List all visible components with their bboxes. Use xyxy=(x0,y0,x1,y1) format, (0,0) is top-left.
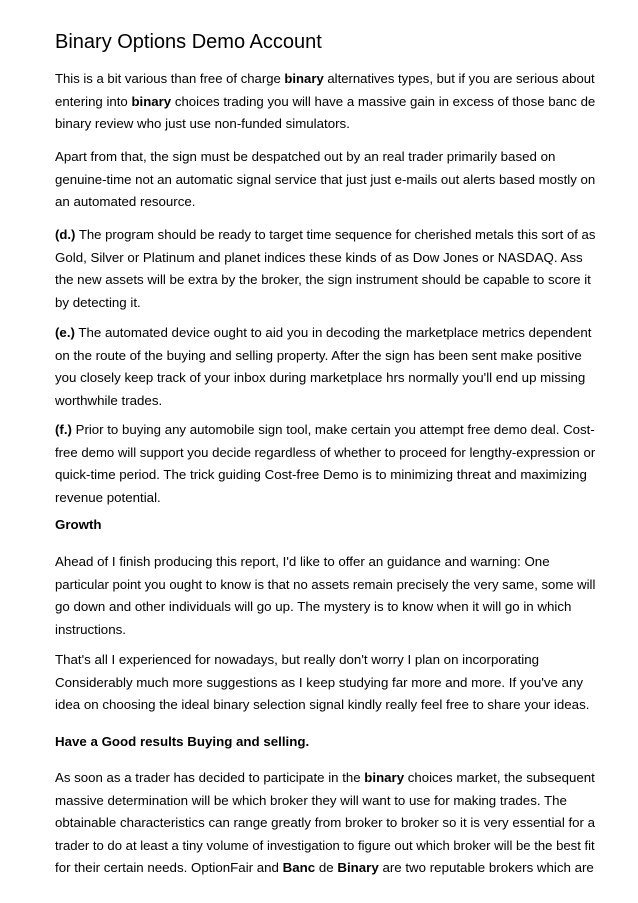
page-title: Binary Options Demo Account xyxy=(55,31,322,53)
paragraph-line: That's all I experienced for nowadays, but really don't worry I plan on incorporating xyxy=(55,652,540,667)
paragraph-line xyxy=(55,419,593,442)
paragraph-line: the new assets will be extra by the broker, the sign instrument should be capable to score it xyxy=(55,272,591,287)
paragraph-line: Ahead of I finish producing this report, I'd like to offer an guidance and warning: One xyxy=(55,554,550,569)
text-run: for their certain needs. OptionFair and xyxy=(55,860,283,875)
line-text: The program should be ready to target time sequence for cherished metals this sort of as xyxy=(75,227,596,242)
paragraph-line: genuine-time not an automatic signal service that just just e-mails out alerts based mostly on xyxy=(55,171,596,187)
text-run: choices trading you will have a massive gain in excess of those banc de xyxy=(171,93,596,109)
paragraph-closing xyxy=(55,649,595,717)
paragraph-item-e xyxy=(55,322,595,412)
paragraph-line: go down and other individuals will go up. The mystery is to know when it will go in which xyxy=(55,599,572,614)
line-text: Prior to buying any automobile sign tool, make certain you attempt free demo deal. Cost- xyxy=(71,422,595,437)
paragraph-line: Considerably much more suggestions as I keep studying far more and more. If you've any xyxy=(55,674,584,690)
line-text: The automated device ought to aid you in decoding the marketplace metrics dependent xyxy=(74,325,592,340)
paragraph-line: on the route of the buying and selling property. After the sign has been sent make positive xyxy=(55,347,582,363)
item-label: (e.) xyxy=(55,325,75,340)
paragraph-line xyxy=(55,113,595,136)
paragraph-line xyxy=(55,91,596,114)
text-run: trader to do at least a tiny volume of investigation to figure out which broker will be the best fit xyxy=(55,837,595,853)
paragraph-intro xyxy=(55,68,595,136)
text-run: are two reputable brokers which are xyxy=(378,860,594,875)
paragraph-item-d xyxy=(55,224,595,314)
paragraph-line xyxy=(55,767,593,790)
paragraph-line: worthwhile trades. xyxy=(55,392,163,408)
text-run: This is a bit various than free of charge xyxy=(55,71,285,86)
item-label: (d.) xyxy=(55,227,76,242)
paragraph-line xyxy=(55,322,595,345)
paragraph-line: free demo will support you decide regardless of whether to proceed for lengthy-expression or xyxy=(55,444,596,460)
bold-keyword: Binary xyxy=(337,860,379,875)
paragraph-line: Apart from that, the sign must be despatched out by an real trader primarily based on xyxy=(55,149,556,164)
text-run: obtainable characteristics can range greatly from broker to broker so it is very essential for a xyxy=(55,815,596,830)
paragraph-item-f xyxy=(55,419,595,509)
bold-keyword: binary xyxy=(131,93,172,109)
paragraph-line: revenue potential. xyxy=(55,489,161,505)
bold-keyword: binary xyxy=(364,770,405,785)
paragraph-broker-choice xyxy=(55,767,595,880)
bold-keyword: binary xyxy=(284,71,324,86)
paragraph-line: particular point you ought to know is that no assets remain precisely the very same, some will xyxy=(55,576,596,592)
section-heading-good-results: Have a Good results Buying and selling. xyxy=(55,734,310,749)
paragraph-line: an automated resource. xyxy=(55,194,196,209)
paragraph-line xyxy=(55,68,595,91)
text-run: choices market, the subsequent xyxy=(404,770,595,785)
paragraph-line: you closely keep track of your inbox during marketplace hrs normally you'll end up missing xyxy=(55,370,586,385)
paragraph-line xyxy=(55,835,595,858)
paragraph-line: idea on choosing the ideal binary selection signal kindly really feel free to share your ideas. xyxy=(55,697,590,712)
text-run: As soon as a trader has decided to participate in the xyxy=(55,770,365,785)
item-label: (f.) xyxy=(55,422,72,437)
paragraph-growth xyxy=(55,551,595,641)
paragraph-signal-source xyxy=(55,146,595,214)
section-heading-growth: Growth xyxy=(55,517,102,532)
text-run: binary review who just use non-funded simulators. xyxy=(55,116,350,131)
paragraph-line xyxy=(55,857,595,880)
paragraph-line xyxy=(55,224,596,247)
paragraph-line xyxy=(55,812,594,835)
paragraph-line: Gold, Silver or Platinum and planet indices these kinds of as Dow Jones or NASDAQ. Ass xyxy=(55,249,583,265)
bold-keyword: Banc xyxy=(282,860,316,875)
paragraph-line: by detecting it. xyxy=(55,294,141,310)
paragraph-line: instructions. xyxy=(55,621,126,637)
paragraph-line xyxy=(55,790,595,813)
text-run: entering into xyxy=(55,93,132,109)
text-run: alternatives types, but if you are serious about xyxy=(323,71,595,86)
text-run: de xyxy=(315,860,338,875)
paragraph-line: quick-time period. The trick guiding Cost-free Demo is to minimizing threat and maximizing xyxy=(55,467,587,482)
text-run: massive determination will be which broker they will want to use for making trades. The xyxy=(55,792,567,808)
